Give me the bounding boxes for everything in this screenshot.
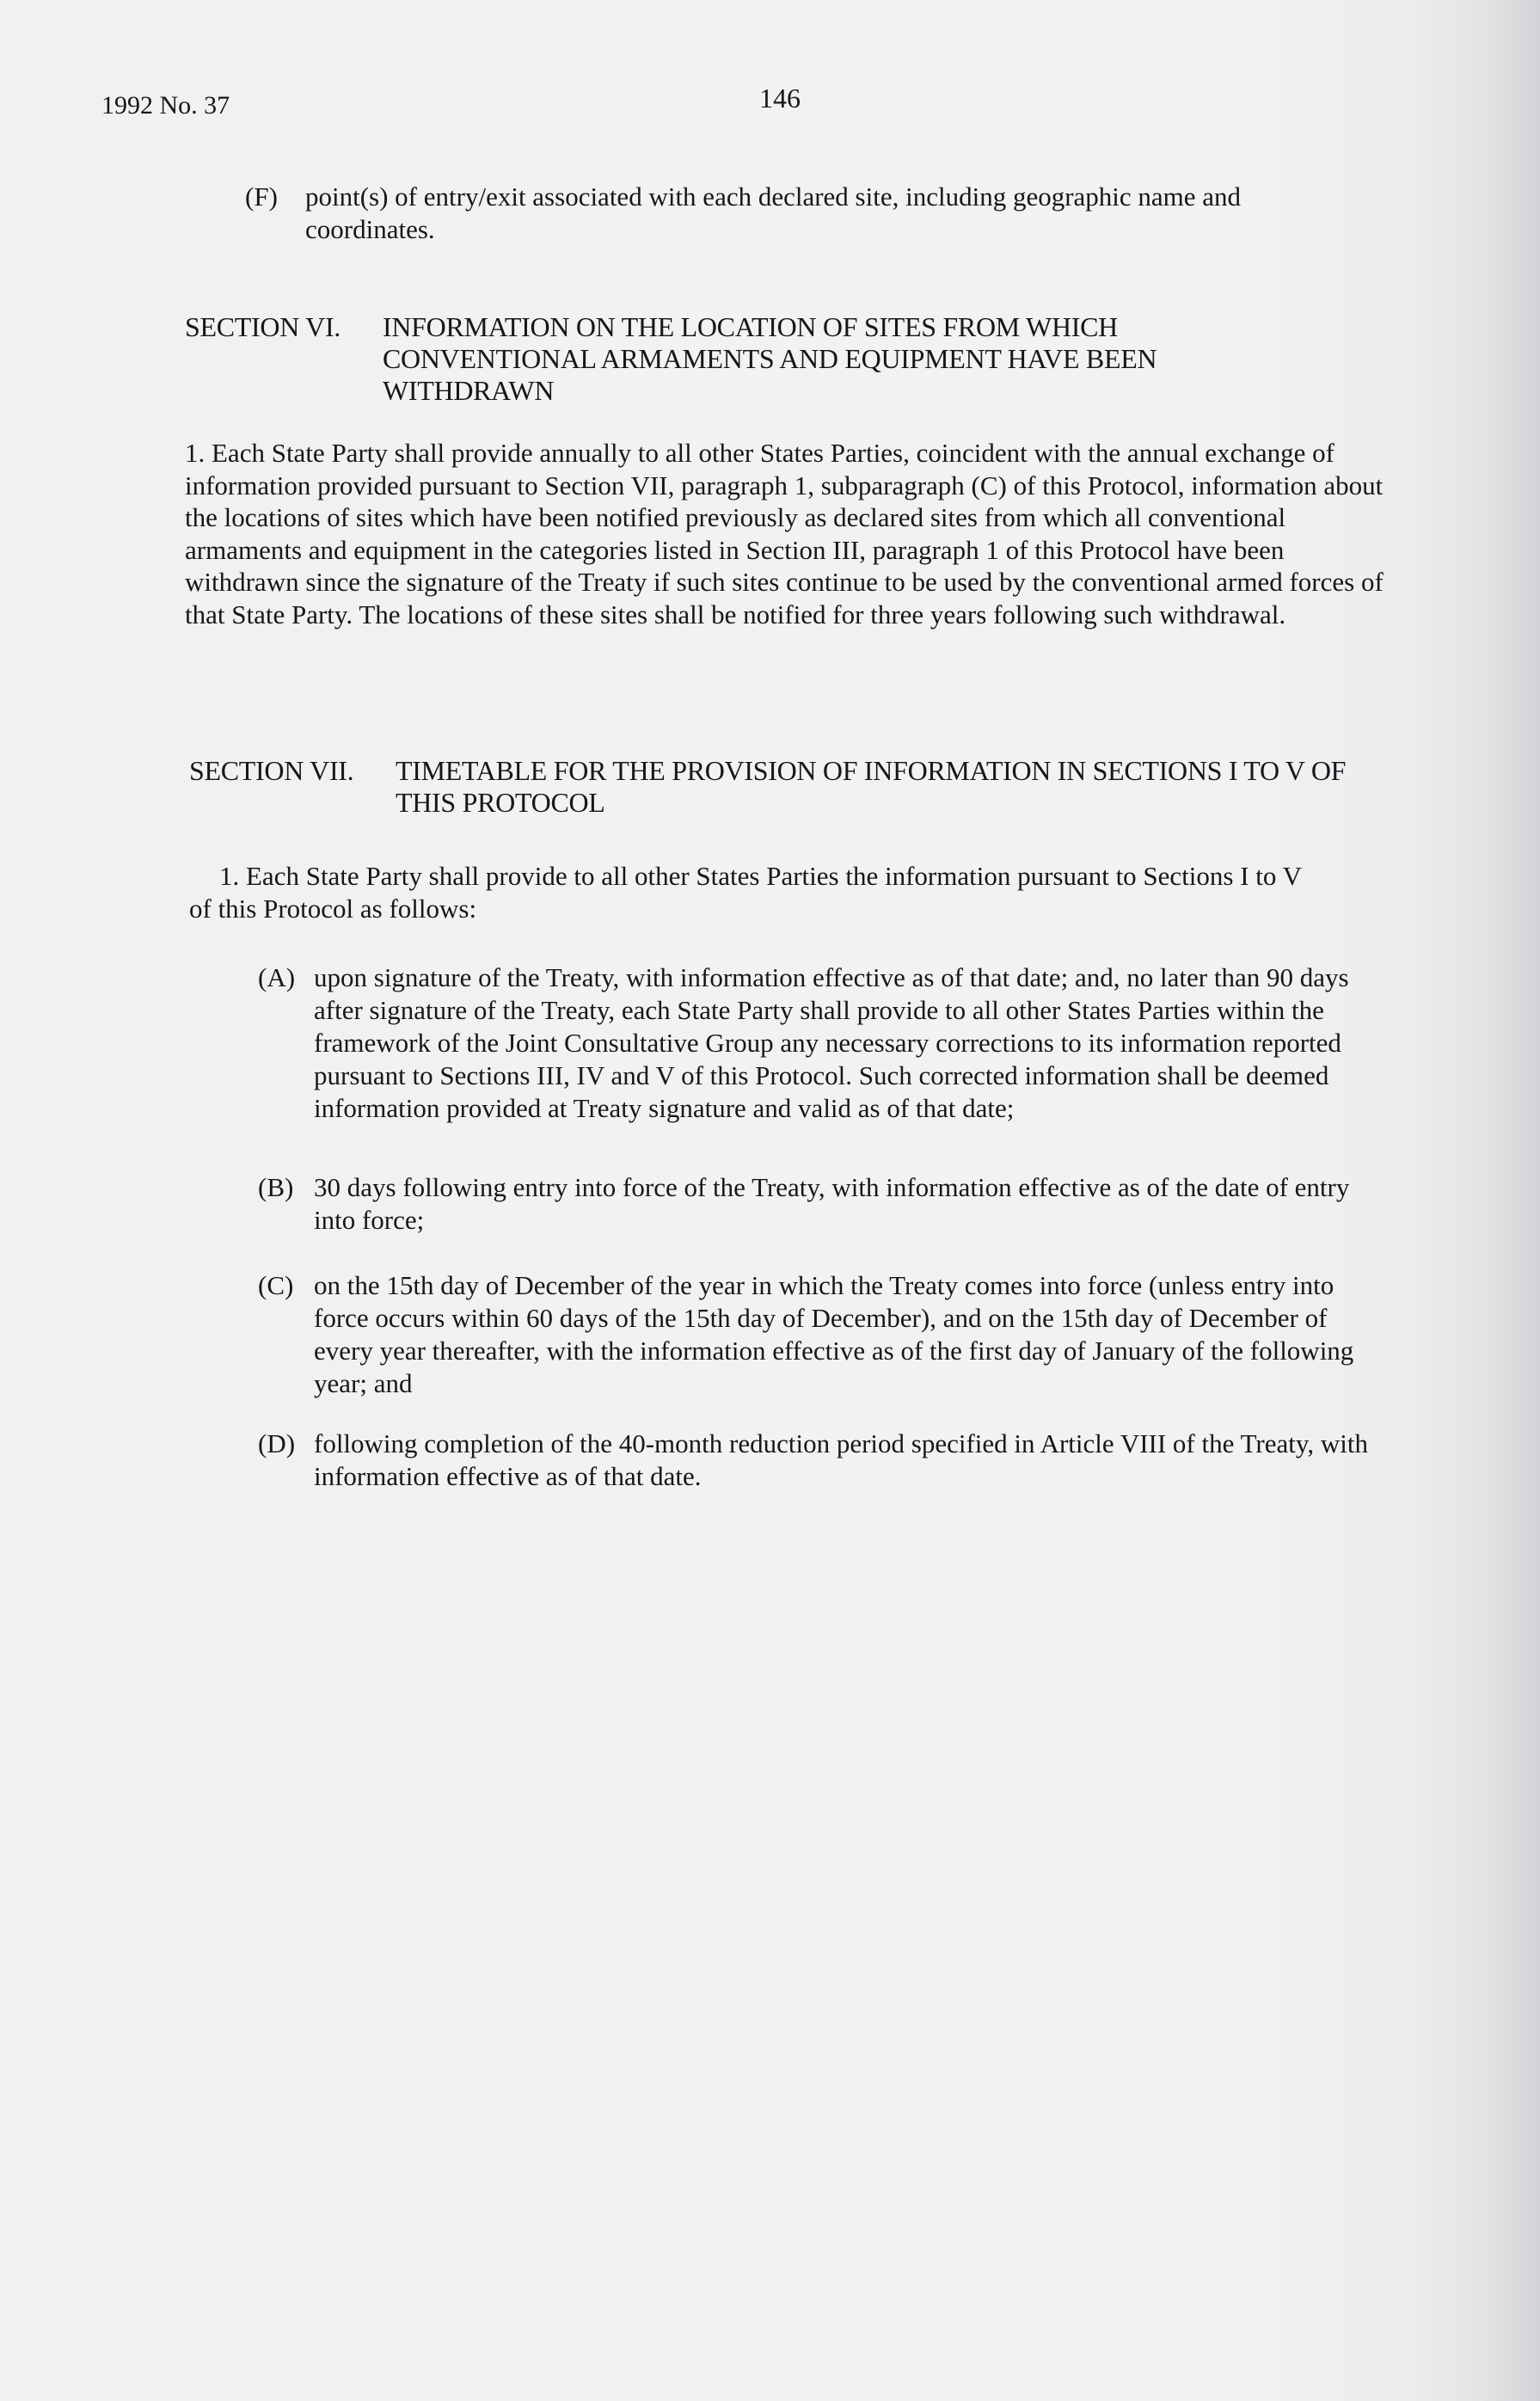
section-heading [185,311,1303,407]
page-number: 146 [759,83,801,114]
list-item-text: following completion of the 40-month reduction period specified in Article VIII of the Treaty, with information effective as of that date. [314,1428,1368,1491]
document-reference: 1992 No. 37 [101,91,230,120]
list-item-text: on the 15th day of December of the year in which the Treaty comes into force (unless entry into force occurs within 60 days of the 15th day of December), and on the 15th day of December of every year thereafter, with the information effective as of the first day of January of the following year; and [314,1270,1354,1398]
list-item-f [245,181,1363,246]
list-item-text: point(s) of entry/exit associated with each declared site, including geographic name and coordinates. [305,181,1242,244]
list-marker: (A) [258,962,296,992]
list-item-c [258,1269,1380,1400]
list-item-text: 30 days following entry into force of the Treaty, with information effective as of the date of entry into force; [314,1172,1350,1235]
list-marker: (D) [258,1428,296,1458]
list-marker: (C) [258,1270,294,1300]
section-heading [189,755,1376,819]
section-paragraph: 1. Each State Party shall provide annually to all other States Parties, coincident with the annual exchange of information provided pursuant to Section VII, paragraph 1, subparagraph (C) of this Protocol, information about the locations of sites which have been notified previously as declared sites from which all conventional armaments and equipment in the categories listed in Section III, paragraph 1 of this Protocol have been withdrawn since the signature of the Treaty if such sites continue to be used by the conventional armed forces of that State Party. The locations of these sites shall be notified for three years following such withdrawal. [185,438,1384,629]
list-marker: (F) [245,181,278,212]
list-item-d [258,1428,1380,1493]
page-edge-shadow [1480,0,1540,2401]
list-marker: (B) [258,1172,294,1202]
list-item-text: upon signature of the Treaty, with information effective as of that date; and, no later than 90 days after signature of the Treaty, each State Party shall provide to all other States Parties within the framework of the Joint Consultative Group any necessary corrections to its information reported pursuant to Sections III, IV and V of this Protocol. Such corrected information shall be deemed information provided at Treaty signature and valid as of that date; [314,962,1349,1123]
section-paragraph: 1. Each State Party shall provide to all other States Parties the information pursuant to Sections I to V of this Protocol as follows: [189,861,1302,924]
section-number: SECTION VI. [185,311,341,342]
section-title: INFORMATION ON THE LOCATION OF SITES FROM WHICH CONVENTIONAL ARMAMENTS AND EQUIPMENT HAVE BEEN WITHDRAWN [383,311,1157,406]
section-number: SECTION VII. [189,755,354,786]
list-item-b [258,1171,1380,1237]
list-item-a [258,961,1380,1125]
section-title: TIMETABLE FOR THE PROVISION OF INFORMATION IN SECTIONS I TO V OF THIS PROTOCOL [396,755,1347,818]
